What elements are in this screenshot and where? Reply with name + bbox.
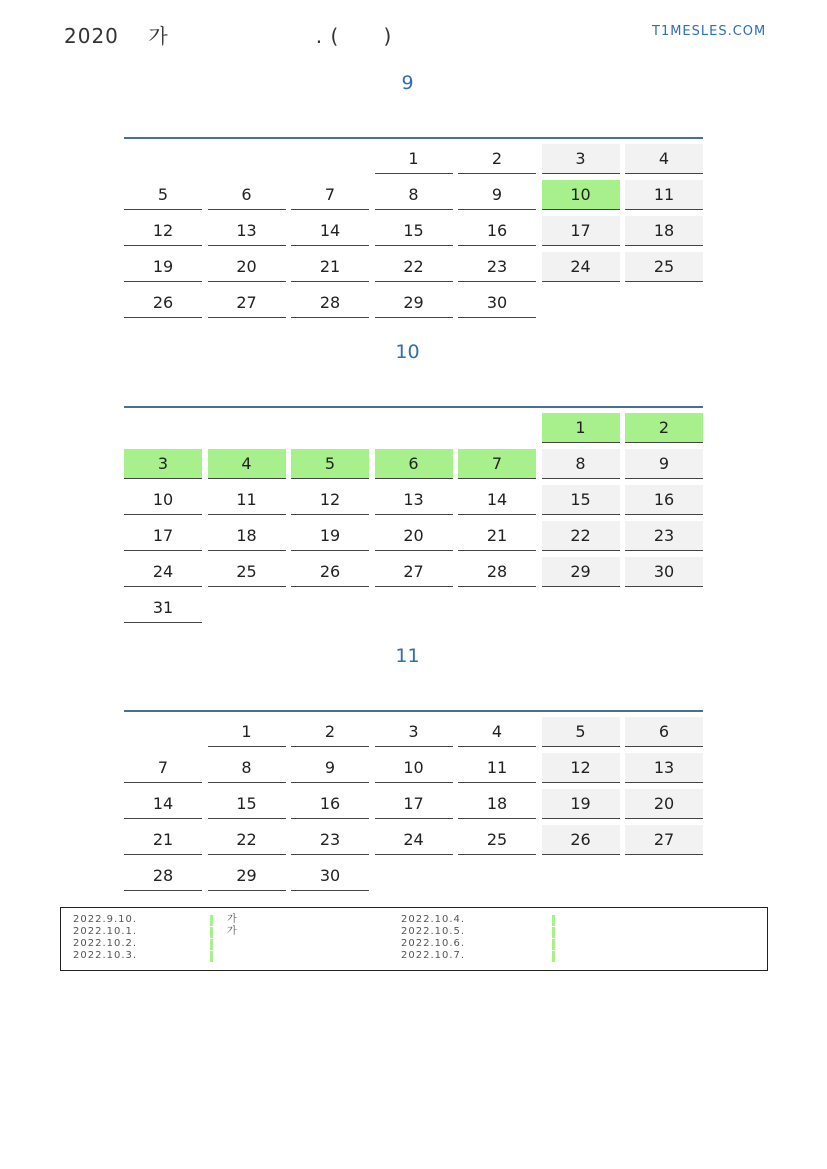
day-cell: 19 xyxy=(124,252,202,282)
day-cell: 5 xyxy=(542,717,620,747)
day-cell: 17 xyxy=(542,216,620,246)
day-cell: 20 xyxy=(208,252,286,282)
day-cell: 7 xyxy=(458,449,536,479)
legend-holiday-marker xyxy=(552,915,555,926)
month-title-october: 10 xyxy=(395,341,420,363)
day-cell: 30 xyxy=(625,557,703,587)
day-cell: 9 xyxy=(458,180,536,210)
day-cell: 4 xyxy=(625,144,703,174)
day-cell: 3 xyxy=(124,449,202,479)
day-cell: 2 xyxy=(625,413,703,443)
day-cell: 13 xyxy=(208,216,286,246)
day-cell: 3 xyxy=(542,144,620,174)
day-cell: 17 xyxy=(375,789,453,819)
legend-date: 2022.10.3. xyxy=(73,950,138,961)
day-cell: 22 xyxy=(208,825,286,855)
legend-date: 2022.10.2. xyxy=(73,938,138,949)
day-cell: 23 xyxy=(458,252,536,282)
day-cell: 6 xyxy=(208,180,286,210)
day-cell: 22 xyxy=(542,521,620,551)
legend-holiday-marker xyxy=(210,915,213,926)
day-cell: 19 xyxy=(291,521,369,551)
day-cell: 22 xyxy=(375,252,453,282)
day-cell: 11 xyxy=(458,753,536,783)
day-cell: 15 xyxy=(375,216,453,246)
legend-holiday-name: 가 xyxy=(227,914,238,925)
day-cell: 9 xyxy=(625,449,703,479)
legend-date: 2022.10.6. xyxy=(401,938,466,949)
legend-holiday-marker xyxy=(552,951,555,962)
day-cell: 2 xyxy=(458,144,536,174)
day-cell: 9 xyxy=(291,753,369,783)
legend-holiday-marker xyxy=(552,927,555,938)
day-cell: 10 xyxy=(124,485,202,515)
day-cell: 18 xyxy=(625,216,703,246)
day-cell: 11 xyxy=(208,485,286,515)
day-cell: 19 xyxy=(542,789,620,819)
day-cell: 27 xyxy=(375,557,453,587)
day-cell: 29 xyxy=(375,288,453,318)
day-cell: 14 xyxy=(291,216,369,246)
day-cell: 6 xyxy=(375,449,453,479)
day-cell: 15 xyxy=(208,789,286,819)
day-cell: 14 xyxy=(458,485,536,515)
day-cell: 16 xyxy=(458,216,536,246)
day-cell: 10 xyxy=(542,180,620,210)
day-cell: 1 xyxy=(375,144,453,174)
day-cell: 1 xyxy=(208,717,286,747)
day-cell: 8 xyxy=(542,449,620,479)
day-cell: 24 xyxy=(542,252,620,282)
day-cell: 21 xyxy=(124,825,202,855)
day-cell: 17 xyxy=(124,521,202,551)
day-cell: 25 xyxy=(458,825,536,855)
legend-holiday-marker xyxy=(552,939,555,950)
day-cell: 29 xyxy=(542,557,620,587)
day-cell: 21 xyxy=(291,252,369,282)
day-cell: 26 xyxy=(124,288,202,318)
legend-holiday-name: 가 xyxy=(227,926,238,937)
legend-date: 2022.9.10. xyxy=(73,914,138,925)
day-cell: 21 xyxy=(458,521,536,551)
month-title-september: 9 xyxy=(401,72,414,94)
day-cell: 18 xyxy=(208,521,286,551)
day-cell: 27 xyxy=(208,288,286,318)
day-cell: 27 xyxy=(625,825,703,855)
day-cell: 28 xyxy=(124,861,202,891)
day-cell: 8 xyxy=(375,180,453,210)
day-cell: 13 xyxy=(625,753,703,783)
day-cell: 23 xyxy=(291,825,369,855)
legend-date: 2022.10.1. xyxy=(73,926,138,937)
day-cell: 6 xyxy=(625,717,703,747)
day-cell: 12 xyxy=(542,753,620,783)
day-cell: 16 xyxy=(625,485,703,515)
day-cell: 4 xyxy=(458,717,536,747)
day-cell: 26 xyxy=(542,825,620,855)
day-cell: 10 xyxy=(375,753,453,783)
day-cell: 29 xyxy=(208,861,286,891)
day-cell: 5 xyxy=(124,180,202,210)
month-title-november: 11 xyxy=(395,645,420,667)
day-cell: 30 xyxy=(458,288,536,318)
day-cell: 2 xyxy=(291,717,369,747)
legend-holiday-marker xyxy=(210,927,213,938)
holiday-legend xyxy=(60,907,768,971)
day-cell: 3 xyxy=(375,717,453,747)
day-cell: 23 xyxy=(625,521,703,551)
day-cell: 20 xyxy=(375,521,453,551)
day-cell: 20 xyxy=(625,789,703,819)
day-cell: 28 xyxy=(291,288,369,318)
day-cell: 15 xyxy=(542,485,620,515)
legend-date: 2022.10.4. xyxy=(401,914,466,925)
day-cell: 31 xyxy=(124,593,202,623)
day-cell: 24 xyxy=(375,825,453,855)
day-cell: 14 xyxy=(124,789,202,819)
day-cell: 16 xyxy=(291,789,369,819)
page-title: 2020 가 . ( ) xyxy=(64,24,393,48)
day-cell: 7 xyxy=(291,180,369,210)
site-link[interactable]: T1MESLES.COM xyxy=(652,24,767,39)
day-cell: 7 xyxy=(124,753,202,783)
legend-date: 2022.10.7. xyxy=(401,950,466,961)
legend-holiday-marker xyxy=(210,951,213,962)
legend-date: 2022.10.5. xyxy=(401,926,466,937)
day-cell: 18 xyxy=(458,789,536,819)
day-cell: 11 xyxy=(625,180,703,210)
legend-holiday-marker xyxy=(210,939,213,950)
day-cell: 25 xyxy=(208,557,286,587)
day-cell: 12 xyxy=(124,216,202,246)
day-cell: 13 xyxy=(375,485,453,515)
day-cell: 5 xyxy=(291,449,369,479)
day-cell: 24 xyxy=(124,557,202,587)
day-cell: 28 xyxy=(458,557,536,587)
day-cell: 25 xyxy=(625,252,703,282)
day-cell: 12 xyxy=(291,485,369,515)
day-cell: 8 xyxy=(208,753,286,783)
day-cell: 1 xyxy=(542,413,620,443)
day-cell: 26 xyxy=(291,557,369,587)
day-cell: 4 xyxy=(208,449,286,479)
day-cell: 30 xyxy=(291,861,369,891)
